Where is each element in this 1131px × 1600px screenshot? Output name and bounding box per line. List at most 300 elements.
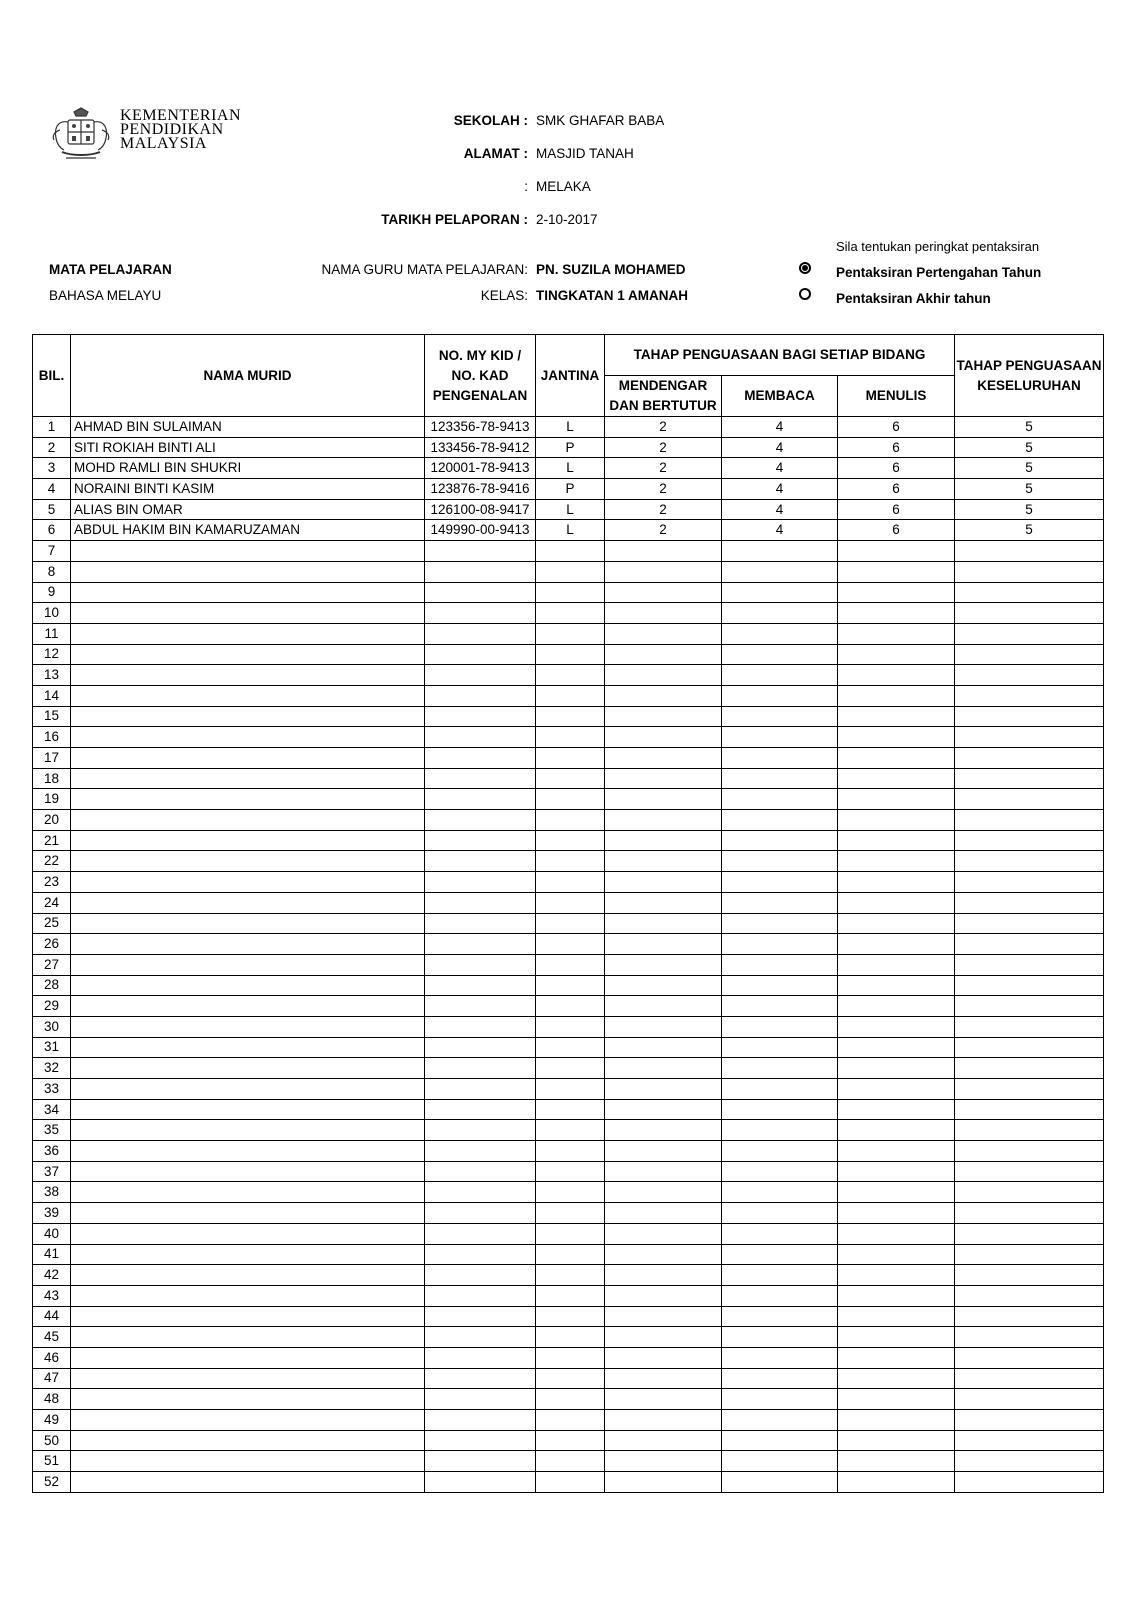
header-mykid xyxy=(425,335,536,417)
cell-keseluruhan xyxy=(955,582,1104,603)
cell-keseluruhan xyxy=(955,1410,1104,1431)
table-row xyxy=(33,561,1104,582)
table-row xyxy=(33,872,1104,893)
header-mendengar-line-1: MENDENGAR xyxy=(618,378,708,393)
header-bil: BIL. xyxy=(33,335,71,417)
cell-keseluruhan xyxy=(955,975,1104,996)
cell-membaca xyxy=(722,685,838,706)
table-row xyxy=(33,582,1104,603)
cell-membaca xyxy=(722,623,838,644)
cell-mykid xyxy=(425,789,536,810)
cell-membaca xyxy=(722,1120,838,1141)
cell-keseluruhan xyxy=(955,768,1104,789)
table-row xyxy=(33,727,1104,748)
cell-jantina xyxy=(536,1244,605,1265)
cell-bil: 23 xyxy=(33,872,71,893)
cell-jantina xyxy=(536,706,605,727)
cell-bil: 22 xyxy=(33,851,71,872)
cell-mykid xyxy=(425,954,536,975)
cell-membaca xyxy=(722,768,838,789)
cell-mendengar xyxy=(605,582,722,603)
cell-bil: 5 xyxy=(33,499,71,520)
cell-membaca xyxy=(722,541,838,562)
cell-nama-murid xyxy=(71,644,425,665)
cell-bil: 52 xyxy=(33,1472,71,1493)
cell-jantina xyxy=(536,748,605,769)
cell-jantina: P xyxy=(536,437,605,458)
cell-jantina xyxy=(536,851,605,872)
cell-jantina xyxy=(536,810,605,831)
cell-jantina xyxy=(536,1285,605,1306)
cell-mendengar xyxy=(605,644,722,665)
cell-menulis xyxy=(838,1079,955,1100)
cell-keseluruhan xyxy=(955,685,1104,706)
ministry-logo xyxy=(48,106,258,164)
cell-mykid xyxy=(425,1410,536,1431)
cell-mendengar xyxy=(605,830,722,851)
student-table xyxy=(32,334,1104,1493)
cell-membaca xyxy=(722,644,838,665)
sekolah-label: SEKOLAH : xyxy=(453,113,528,128)
cell-bil: 21 xyxy=(33,830,71,851)
ministry-name xyxy=(120,109,241,151)
header-keseluruhan xyxy=(955,335,1104,417)
table-row xyxy=(33,1223,1104,1244)
cell-menulis xyxy=(838,1347,955,1368)
cell-bil: 42 xyxy=(33,1265,71,1286)
cell-membaca xyxy=(722,1389,838,1410)
cell-mendengar xyxy=(605,1451,722,1472)
cell-bil: 31 xyxy=(33,1037,71,1058)
cell-jantina xyxy=(536,1389,605,1410)
cell-menulis: 6 xyxy=(838,499,955,520)
cell-jantina xyxy=(536,623,605,644)
cell-membaca xyxy=(722,603,838,624)
cell-menulis: 6 xyxy=(838,520,955,541)
cell-jantina xyxy=(536,1306,605,1327)
cell-nama-murid xyxy=(71,1265,425,1286)
table-row xyxy=(33,437,1104,458)
cell-nama-murid xyxy=(71,541,425,562)
cell-menulis xyxy=(838,1327,955,1348)
option-pertengahan-tahun-label: Pentaksiran Pertengahan Tahun xyxy=(836,265,1042,280)
cell-mendengar xyxy=(605,603,722,624)
cell-nama-murid: SITI ROKIAH BINTI ALI xyxy=(71,437,425,458)
cell-nama-murid xyxy=(71,872,425,893)
cell-mykid xyxy=(425,644,536,665)
cell-mendengar xyxy=(605,1161,722,1182)
cell-keseluruhan xyxy=(955,1203,1104,1224)
cell-membaca xyxy=(722,975,838,996)
cell-keseluruhan xyxy=(955,561,1104,582)
cell-nama-murid xyxy=(71,934,425,955)
cell-keseluruhan xyxy=(955,1223,1104,1244)
cell-mendengar xyxy=(605,1327,722,1348)
cell-nama-murid xyxy=(71,685,425,706)
cell-nama-murid xyxy=(71,706,425,727)
cell-nama-murid xyxy=(71,1120,425,1141)
cell-mendengar xyxy=(605,768,722,789)
cell-jantina: L xyxy=(536,520,605,541)
header-mykid-line-3: PENGENALAN xyxy=(432,387,528,403)
table-row xyxy=(33,810,1104,831)
table-row xyxy=(33,1347,1104,1368)
cell-mykid xyxy=(425,1099,536,1120)
header-keseluruhan-line-2: KESELURUHAN xyxy=(977,377,1081,393)
cell-nama-murid xyxy=(71,727,425,748)
cell-mendengar xyxy=(605,685,722,706)
cell-mendengar xyxy=(605,789,722,810)
table-row xyxy=(33,1306,1104,1327)
cell-keseluruhan xyxy=(955,1161,1104,1182)
cell-bil: 16 xyxy=(33,727,71,748)
cell-membaca xyxy=(722,1451,838,1472)
cell-keseluruhan: 5 xyxy=(955,417,1104,438)
cell-menulis: 6 xyxy=(838,479,955,500)
cell-bil: 39 xyxy=(33,1203,71,1224)
cell-membaca xyxy=(722,830,838,851)
alamat-value: MASJID TANAH xyxy=(536,146,634,161)
ministry-line-3: MALAYSIA xyxy=(120,135,207,152)
cell-mendengar xyxy=(605,1079,722,1100)
cell-nama-murid xyxy=(71,1285,425,1306)
cell-mykid xyxy=(425,1347,536,1368)
cell-menulis xyxy=(838,1141,955,1162)
cell-jantina xyxy=(536,1472,605,1493)
cell-jantina xyxy=(536,1182,605,1203)
radio-akhir-tahun[interactable] xyxy=(799,288,811,300)
cell-mykid xyxy=(425,851,536,872)
cell-bil: 11 xyxy=(33,623,71,644)
cell-bil: 43 xyxy=(33,1285,71,1306)
cell-bil: 19 xyxy=(33,789,71,810)
cell-nama-murid xyxy=(71,748,425,769)
cell-menulis xyxy=(838,1120,955,1141)
cell-membaca xyxy=(722,1079,838,1100)
cell-bil: 46 xyxy=(33,1347,71,1368)
cell-mykid xyxy=(425,1368,536,1389)
cell-membaca xyxy=(722,1182,838,1203)
cell-nama-murid xyxy=(71,1306,425,1327)
cell-mendengar xyxy=(605,1223,722,1244)
alamat2-value: MELAKA xyxy=(536,179,591,194)
cell-mendengar: 2 xyxy=(605,499,722,520)
cell-menulis xyxy=(838,1182,955,1203)
cell-membaca xyxy=(722,665,838,686)
cell-bil: 18 xyxy=(33,768,71,789)
cell-keseluruhan xyxy=(955,1430,1104,1451)
header-keseluruhan-line-1: TAHAP PENGUASAAN xyxy=(956,357,1102,373)
cell-menulis xyxy=(838,872,955,893)
table-row xyxy=(33,479,1104,500)
table-row xyxy=(33,685,1104,706)
cell-nama-murid: MOHD RAMLI BIN SHUKRI xyxy=(71,458,425,479)
table-row xyxy=(33,603,1104,624)
cell-membaca xyxy=(722,1223,838,1244)
cell-jantina xyxy=(536,789,605,810)
cell-membaca xyxy=(722,789,838,810)
cell-mendengar xyxy=(605,1368,722,1389)
cell-nama-murid xyxy=(71,1327,425,1348)
cell-keseluruhan xyxy=(955,1389,1104,1410)
cell-mendengar xyxy=(605,706,722,727)
cell-bil: 12 xyxy=(33,644,71,665)
cell-mendengar xyxy=(605,665,722,686)
cell-mendengar xyxy=(605,954,722,975)
cell-jantina xyxy=(536,561,605,582)
cell-mendengar xyxy=(605,1306,722,1327)
table-row xyxy=(33,665,1104,686)
alamat-label: ALAMAT : xyxy=(463,146,528,161)
cell-mendengar xyxy=(605,1016,722,1037)
header-menulis: MENULIS xyxy=(838,376,955,417)
cell-menulis xyxy=(838,789,955,810)
cell-mendengar xyxy=(605,1285,722,1306)
cell-jantina xyxy=(536,665,605,686)
cell-mykid xyxy=(425,1016,536,1037)
cell-jantina xyxy=(536,1265,605,1286)
header-mykid-line-2: NO. KAD xyxy=(451,367,509,383)
cell-nama-murid: NORAINI BINTI KASIM xyxy=(71,479,425,500)
cell-jantina xyxy=(536,541,605,562)
cell-membaca xyxy=(722,1244,838,1265)
cell-jantina: L xyxy=(536,499,605,520)
table-row xyxy=(33,1389,1104,1410)
table-row xyxy=(33,1285,1104,1306)
cell-membaca: 4 xyxy=(722,417,838,438)
cell-membaca xyxy=(722,1141,838,1162)
cell-jantina xyxy=(536,954,605,975)
cell-keseluruhan: 5 xyxy=(955,520,1104,541)
cell-keseluruhan xyxy=(955,1099,1104,1120)
coat-of-arms-icon xyxy=(48,106,114,164)
cell-jantina xyxy=(536,1451,605,1472)
cell-nama-murid xyxy=(71,851,425,872)
cell-jantina xyxy=(536,1037,605,1058)
table-row xyxy=(33,1327,1104,1348)
cell-nama-murid xyxy=(71,1430,425,1451)
cell-bil: 36 xyxy=(33,1141,71,1162)
cell-jantina xyxy=(536,913,605,934)
cell-membaca xyxy=(722,727,838,748)
cell-jantina xyxy=(536,1347,605,1368)
cell-jantina xyxy=(536,1141,605,1162)
cell-keseluruhan xyxy=(955,1368,1104,1389)
cell-bil: 26 xyxy=(33,934,71,955)
cell-membaca: 4 xyxy=(722,437,838,458)
cell-keseluruhan xyxy=(955,1182,1104,1203)
cell-menulis xyxy=(838,1368,955,1389)
table-row xyxy=(33,1058,1104,1079)
cell-jantina xyxy=(536,768,605,789)
cell-jantina xyxy=(536,830,605,851)
cell-keseluruhan xyxy=(955,934,1104,955)
cell-membaca xyxy=(722,561,838,582)
cell-mendengar: 2 xyxy=(605,479,722,500)
cell-jantina: L xyxy=(536,458,605,479)
cell-mykid xyxy=(425,748,536,769)
cell-mykid xyxy=(425,830,536,851)
assessment-prompt: Sila tentukan peringkat pentaksiran xyxy=(836,239,1040,254)
cell-menulis xyxy=(838,954,955,975)
cell-mykid: 126100-08-9417 xyxy=(425,499,536,520)
header-mendengar xyxy=(605,376,722,417)
cell-mykid xyxy=(425,1079,536,1100)
table-row xyxy=(33,1037,1104,1058)
cell-keseluruhan xyxy=(955,1141,1104,1162)
cell-bil: 2 xyxy=(33,437,71,458)
cell-keseluruhan xyxy=(955,1327,1104,1348)
cell-membaca xyxy=(722,748,838,769)
cell-menulis xyxy=(838,996,955,1017)
cell-mendengar: 2 xyxy=(605,437,722,458)
cell-menulis xyxy=(838,1265,955,1286)
cell-nama-murid xyxy=(71,913,425,934)
cell-nama-murid xyxy=(71,1472,425,1493)
cell-keseluruhan xyxy=(955,872,1104,893)
cell-menulis xyxy=(838,561,955,582)
table-row xyxy=(33,623,1104,644)
cell-keseluruhan xyxy=(955,1244,1104,1265)
cell-menulis xyxy=(838,975,955,996)
cell-bil: 4 xyxy=(33,479,71,500)
cell-mykid xyxy=(425,892,536,913)
cell-keseluruhan xyxy=(955,727,1104,748)
cell-keseluruhan: 5 xyxy=(955,458,1104,479)
cell-mendengar: 2 xyxy=(605,458,722,479)
cell-bil: 7 xyxy=(33,541,71,562)
cell-membaca xyxy=(722,1306,838,1327)
cell-mykid xyxy=(425,561,536,582)
cell-mendengar xyxy=(605,727,722,748)
cell-menulis xyxy=(838,892,955,913)
sekolah-value: SMK GHAFAR BABA xyxy=(536,113,665,128)
cell-bil: 8 xyxy=(33,561,71,582)
table-row xyxy=(33,1182,1104,1203)
cell-nama-murid xyxy=(71,623,425,644)
kelas-label: KELAS: xyxy=(480,288,528,303)
cell-mendengar xyxy=(605,1265,722,1286)
cell-mendengar: 2 xyxy=(605,417,722,438)
cell-bil: 24 xyxy=(33,892,71,913)
cell-mykid: 149990-00-9413 xyxy=(425,520,536,541)
cell-mykid xyxy=(425,1285,536,1306)
cell-mykid xyxy=(425,1430,536,1451)
cell-keseluruhan xyxy=(955,1058,1104,1079)
cell-membaca xyxy=(722,1285,838,1306)
nama-guru-value: PN. SUZILA MOHAMED xyxy=(536,262,686,277)
alamat2-label: : xyxy=(524,179,528,194)
cell-bil: 51 xyxy=(33,1451,71,1472)
cell-bil: 9 xyxy=(33,582,71,603)
cell-mendengar xyxy=(605,623,722,644)
tarikh-label: TARIKH PELAPORAN : xyxy=(381,212,528,227)
cell-mykid xyxy=(425,1265,536,1286)
cell-mendengar xyxy=(605,1058,722,1079)
cell-keseluruhan xyxy=(955,1120,1104,1141)
cell-membaca xyxy=(722,582,838,603)
cell-jantina xyxy=(536,603,605,624)
cell-mykid xyxy=(425,1451,536,1472)
cell-keseluruhan xyxy=(955,1285,1104,1306)
cell-mendengar xyxy=(605,1389,722,1410)
cell-nama-murid xyxy=(71,789,425,810)
cell-nama-murid xyxy=(71,1451,425,1472)
cell-mykid xyxy=(425,1037,536,1058)
cell-mendengar xyxy=(605,934,722,955)
cell-mykid: 123356-78-9413 xyxy=(425,417,536,438)
cell-membaca: 4 xyxy=(722,458,838,479)
table-row xyxy=(33,1451,1104,1472)
cell-bil: 33 xyxy=(33,1079,71,1100)
cell-jantina xyxy=(536,1079,605,1100)
cell-mendengar xyxy=(605,1099,722,1120)
cell-menulis xyxy=(838,1244,955,1265)
cell-menulis xyxy=(838,913,955,934)
cell-keseluruhan xyxy=(955,623,1104,644)
table-row xyxy=(33,830,1104,851)
header-tahap-bidang: TAHAP PENGUASAAN BAGI SETIAP BIDANG xyxy=(605,335,955,376)
cell-bil: 17 xyxy=(33,748,71,769)
cell-jantina xyxy=(536,727,605,748)
cell-nama-murid xyxy=(71,768,425,789)
cell-jantina xyxy=(536,934,605,955)
cell-mendengar xyxy=(605,1410,722,1431)
cell-membaca xyxy=(722,1347,838,1368)
cell-jantina xyxy=(536,1327,605,1348)
cell-mendengar xyxy=(605,1472,722,1493)
radio-pertengahan-tahun[interactable] xyxy=(799,262,811,274)
cell-bil: 25 xyxy=(33,913,71,934)
cell-membaca xyxy=(722,810,838,831)
cell-mykid xyxy=(425,1141,536,1162)
mata-pelajaran-value: BAHASA MELAYU xyxy=(49,288,162,303)
table-row xyxy=(33,1079,1104,1100)
cell-keseluruhan: 5 xyxy=(955,437,1104,458)
cell-membaca xyxy=(722,1058,838,1079)
table-row xyxy=(33,1244,1104,1265)
cell-keseluruhan xyxy=(955,1347,1104,1368)
cell-jantina xyxy=(536,685,605,706)
cell-bil: 49 xyxy=(33,1410,71,1431)
cell-jantina: L xyxy=(536,417,605,438)
table-row xyxy=(33,1016,1104,1037)
cell-bil: 45 xyxy=(33,1327,71,1348)
cell-membaca xyxy=(722,1265,838,1286)
cell-mendengar xyxy=(605,851,722,872)
cell-mykid xyxy=(425,1161,536,1182)
cell-membaca xyxy=(722,706,838,727)
cell-menulis xyxy=(838,810,955,831)
ministry-line-1: KEMENTERIAN xyxy=(120,107,242,124)
cell-keseluruhan xyxy=(955,706,1104,727)
cell-menulis xyxy=(838,1410,955,1431)
table-row xyxy=(33,975,1104,996)
header-mendengar-line-2: DAN BERTUTUR xyxy=(609,398,717,413)
table-row xyxy=(33,1161,1104,1182)
cell-menulis xyxy=(838,582,955,603)
cell-bil: 1 xyxy=(33,417,71,438)
cell-menulis xyxy=(838,685,955,706)
cell-nama-murid xyxy=(71,1016,425,1037)
cell-nama-murid xyxy=(71,1079,425,1100)
cell-nama-murid xyxy=(71,561,425,582)
cell-mendengar xyxy=(605,975,722,996)
table-row xyxy=(33,1410,1104,1431)
table-row xyxy=(33,520,1104,541)
ministry-line-2: PENDIDIKAN xyxy=(120,121,224,138)
header-jantina: JANTINA xyxy=(536,335,605,417)
